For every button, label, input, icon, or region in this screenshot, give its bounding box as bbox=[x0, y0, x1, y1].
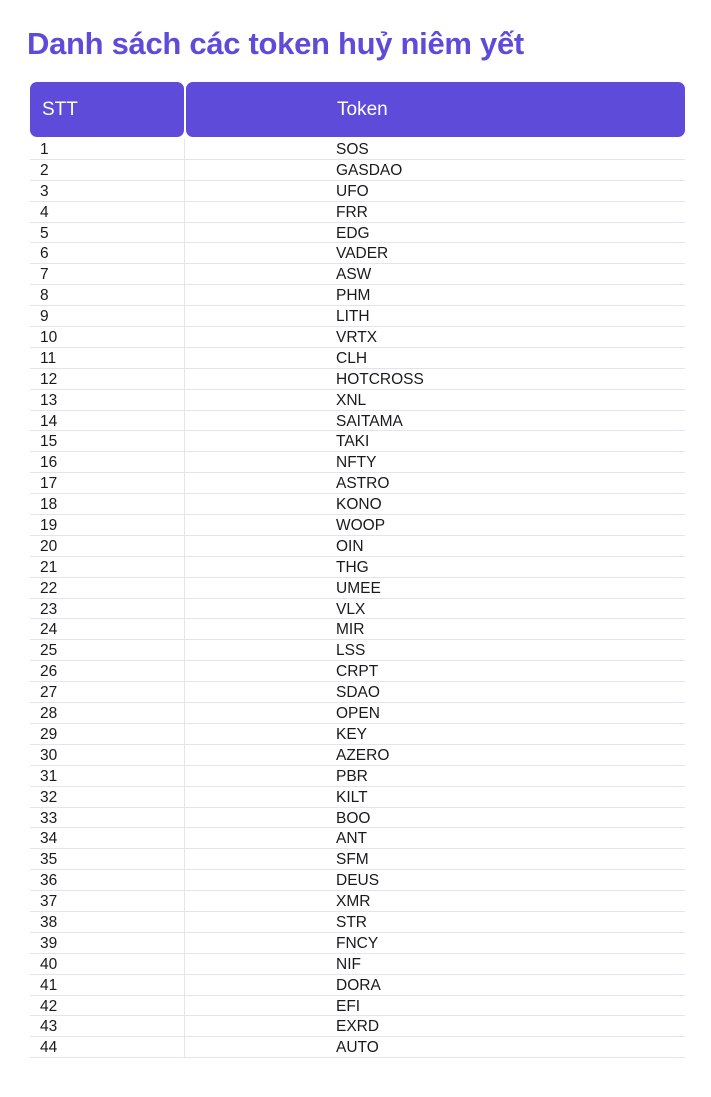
row-stt-cell: 14 bbox=[30, 411, 185, 432]
row-stt-cell: 24 bbox=[30, 619, 185, 640]
row-stt-cell: 40 bbox=[30, 954, 185, 975]
row-token-cell: DORA bbox=[185, 975, 685, 996]
row-stt-cell: 36 bbox=[30, 870, 185, 891]
row-token-cell: VRTX bbox=[185, 327, 685, 348]
row-stt-cell: 1 bbox=[30, 139, 185, 160]
row-token-cell: DEUS bbox=[185, 870, 685, 891]
row-token-cell: PBR bbox=[185, 766, 685, 787]
row-stt-cell: 43 bbox=[30, 1016, 185, 1037]
table-row bbox=[30, 578, 685, 599]
table-row bbox=[30, 390, 685, 411]
row-token-cell: SAITAMA bbox=[185, 411, 685, 432]
row-stt-cell: 26 bbox=[30, 661, 185, 682]
table-row bbox=[30, 766, 685, 787]
row-stt-cell: 37 bbox=[30, 891, 185, 912]
row-token-cell: THG bbox=[185, 557, 685, 578]
row-token-cell: SDAO bbox=[185, 682, 685, 703]
row-stt-cell: 38 bbox=[30, 912, 185, 933]
row-token-cell: ASW bbox=[185, 264, 685, 285]
row-token-cell: UMEE bbox=[185, 578, 685, 599]
table-row bbox=[30, 243, 685, 264]
row-token-cell: FRR bbox=[185, 202, 685, 223]
table-row bbox=[30, 452, 685, 473]
row-stt-cell: 33 bbox=[30, 808, 185, 829]
row-token-cell: XMR bbox=[185, 891, 685, 912]
row-stt-cell: 13 bbox=[30, 390, 185, 411]
table-row bbox=[30, 975, 685, 996]
row-stt-cell: 11 bbox=[30, 348, 185, 369]
table-row bbox=[30, 327, 685, 348]
table-row bbox=[30, 703, 685, 724]
row-token-cell: AUTO bbox=[185, 1037, 685, 1058]
token-table-body bbox=[30, 139, 685, 1058]
row-token-cell: PHM bbox=[185, 285, 685, 306]
row-token-cell: XNL bbox=[185, 390, 685, 411]
table-row bbox=[30, 1016, 685, 1037]
row-stt-cell: 4 bbox=[30, 202, 185, 223]
column-header-token: Token bbox=[186, 82, 685, 137]
row-token-cell: TAKI bbox=[185, 431, 685, 452]
row-stt-cell: 12 bbox=[30, 369, 185, 390]
row-stt-cell: 8 bbox=[30, 285, 185, 306]
row-token-cell: SOS bbox=[185, 139, 685, 160]
table-row bbox=[30, 849, 685, 870]
row-stt-cell: 41 bbox=[30, 975, 185, 996]
table-row bbox=[30, 306, 685, 327]
row-stt-cell: 3 bbox=[30, 181, 185, 202]
table-row bbox=[30, 369, 685, 390]
row-stt-cell: 16 bbox=[30, 452, 185, 473]
row-stt-cell: 32 bbox=[30, 787, 185, 808]
row-token-cell: LSS bbox=[185, 640, 685, 661]
table-header bbox=[30, 82, 685, 137]
row-token-cell: UFO bbox=[185, 181, 685, 202]
table-row bbox=[30, 808, 685, 829]
table-row bbox=[30, 828, 685, 849]
row-stt-cell: 30 bbox=[30, 745, 185, 766]
row-stt-cell: 2 bbox=[30, 160, 185, 181]
row-token-cell: GASDAO bbox=[185, 160, 685, 181]
table-row bbox=[30, 870, 685, 891]
table-row bbox=[30, 640, 685, 661]
row-stt-cell: 18 bbox=[30, 494, 185, 515]
table-row bbox=[30, 536, 685, 557]
row-stt-cell: 17 bbox=[30, 473, 185, 494]
table-row bbox=[30, 661, 685, 682]
row-token-cell: CRPT bbox=[185, 661, 685, 682]
row-token-cell: LITH bbox=[185, 306, 685, 327]
row-token-cell: ASTRO bbox=[185, 473, 685, 494]
row-token-cell: EFI bbox=[185, 996, 685, 1017]
row-token-cell: KEY bbox=[185, 724, 685, 745]
row-stt-cell: 5 bbox=[30, 223, 185, 244]
table-row bbox=[30, 1037, 685, 1058]
row-stt-cell: 31 bbox=[30, 766, 185, 787]
row-stt-cell: 27 bbox=[30, 682, 185, 703]
table-row bbox=[30, 724, 685, 745]
table-row bbox=[30, 599, 685, 620]
row-stt-cell: 34 bbox=[30, 828, 185, 849]
table-row bbox=[30, 557, 685, 578]
table-row bbox=[30, 933, 685, 954]
row-token-cell: AZERO bbox=[185, 745, 685, 766]
table-row bbox=[30, 411, 685, 432]
table-row bbox=[30, 223, 685, 244]
table-row bbox=[30, 954, 685, 975]
table-row bbox=[30, 139, 685, 160]
table-row bbox=[30, 264, 685, 285]
row-token-cell: MIR bbox=[185, 619, 685, 640]
row-token-cell: VLX bbox=[185, 599, 685, 620]
row-stt-cell: 28 bbox=[30, 703, 185, 724]
table-row bbox=[30, 996, 685, 1017]
table-row bbox=[30, 745, 685, 766]
table-row bbox=[30, 494, 685, 515]
row-token-cell: KILT bbox=[185, 787, 685, 808]
row-stt-cell: 15 bbox=[30, 431, 185, 452]
row-stt-cell: 39 bbox=[30, 933, 185, 954]
table-row bbox=[30, 160, 685, 181]
table-row bbox=[30, 891, 685, 912]
row-token-cell: HOTCROSS bbox=[185, 369, 685, 390]
row-token-cell: WOOP bbox=[185, 515, 685, 536]
table-row bbox=[30, 348, 685, 369]
row-token-cell: STR bbox=[185, 912, 685, 933]
row-token-cell: EXRD bbox=[185, 1016, 685, 1037]
table-row bbox=[30, 285, 685, 306]
table-row bbox=[30, 787, 685, 808]
row-token-cell: OPEN bbox=[185, 703, 685, 724]
table-row bbox=[30, 619, 685, 640]
row-token-cell: FNCY bbox=[185, 933, 685, 954]
table-row bbox=[30, 431, 685, 452]
row-stt-cell: 19 bbox=[30, 515, 185, 536]
row-token-cell: ANT bbox=[185, 828, 685, 849]
row-stt-cell: 23 bbox=[30, 599, 185, 620]
row-stt-cell: 35 bbox=[30, 849, 185, 870]
row-stt-cell: 42 bbox=[30, 996, 185, 1017]
row-token-cell: VADER bbox=[185, 243, 685, 264]
row-stt-cell: 44 bbox=[30, 1037, 185, 1058]
row-token-cell: SFM bbox=[185, 849, 685, 870]
row-stt-cell: 6 bbox=[30, 243, 185, 264]
row-token-cell: EDG bbox=[185, 223, 685, 244]
row-stt-cell: 9 bbox=[30, 306, 185, 327]
row-token-cell: NFTY bbox=[185, 452, 685, 473]
table-row bbox=[30, 682, 685, 703]
row-token-cell: NIF bbox=[185, 954, 685, 975]
row-token-cell: CLH bbox=[185, 348, 685, 369]
table-row bbox=[30, 473, 685, 494]
column-header-stt: STT bbox=[30, 82, 184, 137]
table-row bbox=[30, 515, 685, 536]
row-stt-cell: 21 bbox=[30, 557, 185, 578]
row-stt-cell: 22 bbox=[30, 578, 185, 599]
table-row bbox=[30, 912, 685, 933]
row-token-cell: BOO bbox=[185, 808, 685, 829]
page-title: Danh sách các token huỷ niêm yết bbox=[27, 26, 524, 61]
row-token-cell: OIN bbox=[185, 536, 685, 557]
table-row bbox=[30, 202, 685, 223]
row-token-cell: KONO bbox=[185, 494, 685, 515]
row-stt-cell: 20 bbox=[30, 536, 185, 557]
row-stt-cell: 29 bbox=[30, 724, 185, 745]
row-stt-cell: 10 bbox=[30, 327, 185, 348]
row-stt-cell: 25 bbox=[30, 640, 185, 661]
row-stt-cell: 7 bbox=[30, 264, 185, 285]
table-row bbox=[30, 181, 685, 202]
